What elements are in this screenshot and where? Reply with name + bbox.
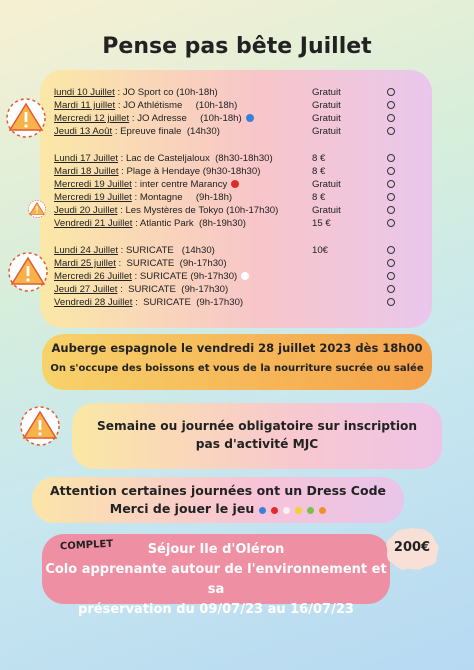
schedule-row	[54, 153, 414, 166]
checkbox-circle	[387, 167, 395, 175]
schedule-row	[54, 258, 414, 271]
dress-code-dot	[295, 507, 302, 514]
dress-code-dot	[271, 507, 278, 514]
row-activity: Epreuve finale (14h30)	[120, 126, 220, 137]
schedule-row	[54, 166, 414, 179]
row-date: Mardi 18 Juillet	[54, 166, 119, 177]
row-date: Lundi 24 Juillet	[54, 245, 119, 256]
page-title: Pense pas bête Juillet	[102, 34, 372, 59]
row-activity: JO Adresse (10h-18h)	[137, 113, 242, 124]
dress-code-line1: Attention certaines journées ont un Dress Code	[50, 483, 386, 498]
row-price: Gratuit	[312, 126, 341, 137]
row-activity: JO Athlétisme (10h-18h)	[123, 100, 238, 111]
checkbox-circle	[387, 272, 395, 280]
row-separator: :	[118, 166, 127, 177]
row-date: Jeudi 20 Juillet	[54, 205, 118, 216]
row-price: 10€	[312, 245, 329, 256]
auberge-title: Auberge espagnole le vendredi 28 juillet 2023 dès 18h00	[51, 341, 423, 355]
row-price: Gratuit	[312, 100, 341, 111]
row-separator: :	[129, 113, 138, 124]
schedule-row	[54, 87, 414, 100]
row-activity: Atlantic Park (8h-19h30)	[139, 218, 246, 229]
warning-icon	[4, 250, 52, 294]
checkbox-circle	[387, 298, 395, 306]
schedule-row	[54, 113, 414, 126]
row-activity: Les Mystères de Tokyo (10h-17h30)	[125, 205, 279, 216]
row-activity: inter centre Marancy	[139, 179, 228, 190]
row-activity: Montagne (9h-18h)	[139, 192, 233, 203]
row-price: Gratuit	[312, 179, 341, 190]
row-activity: Plage à Hendaye (9h30-18h30)	[126, 166, 261, 177]
row-price: Gratuit	[312, 205, 341, 216]
row-separator: :	[118, 245, 127, 256]
checkbox-circle	[387, 101, 395, 109]
row-activity: SURICATE (9h-17h30)	[139, 271, 238, 282]
schedule-row	[54, 100, 414, 113]
row-activity: JO Sport co (10h-18h)	[122, 87, 218, 98]
inscription-line2: pas d'activité MJC	[195, 437, 319, 451]
warning-icon	[2, 96, 50, 140]
row-date: Mardi 25 juillet	[54, 258, 116, 269]
schedule-row	[54, 126, 414, 139]
row-date: Lundi 17 Juillet	[54, 153, 119, 164]
schedule-row	[54, 192, 414, 205]
row-date: Vendredi 28 Juillet	[54, 297, 133, 308]
row-date: Mercredi 12 juillet	[54, 113, 130, 124]
schedule-row	[54, 179, 414, 192]
warning-icon	[16, 404, 64, 448]
row-price: 8 €	[312, 153, 326, 164]
checkbox-circle	[387, 180, 395, 188]
checkbox-circle	[387, 219, 395, 227]
dress-code-line2	[32, 500, 404, 518]
checkbox-circle	[387, 193, 395, 201]
dress-code-dot	[241, 272, 249, 280]
row-price: 15 €	[312, 218, 331, 229]
checkbox-circle	[387, 259, 395, 267]
schedule-row	[54, 245, 414, 258]
warning-icon	[26, 199, 48, 219]
row-activity: SURICATE (9h-17h30)	[123, 258, 227, 269]
row-price: Gratuit	[312, 113, 341, 124]
auberge-subtitle: On s'occupe des boissons et vous de la nourriture sucrée ou salée	[50, 363, 424, 374]
dress-code-dot	[259, 507, 266, 514]
row-separator: :	[115, 100, 124, 111]
sejour-line3: préservation du 09/07/23 au 16/07/23	[78, 602, 354, 617]
row-separator: :	[132, 218, 140, 229]
checkbox-circle	[387, 127, 395, 135]
row-separator: :	[131, 179, 140, 190]
row-activity: SURICATE (9h-17h30)	[125, 284, 229, 295]
row-date: Mercredi 19 Juillet	[54, 192, 132, 203]
row-separator: :	[114, 87, 123, 98]
dress-code-dot	[283, 507, 290, 514]
row-separator: :	[117, 284, 126, 295]
row-separator: :	[131, 271, 140, 282]
sejour-line2: Colo apprenante autour de l'environnement et sa	[45, 562, 387, 597]
dress-code-dot	[231, 180, 239, 188]
row-date: Vendredi 21 Juillet	[54, 218, 133, 229]
row-date: Jeudi 27 Juillet	[54, 284, 118, 295]
row-separator: :	[131, 192, 140, 203]
price-badge-text: 200€	[393, 540, 431, 555]
row-date: Mercredi 19 Juillet	[54, 179, 132, 190]
row-price: Gratuit	[312, 87, 341, 98]
dress-code-banner	[32, 477, 404, 523]
sejour-title: Séjour Ile d'Oléron	[147, 542, 285, 557]
schedule-row	[54, 271, 414, 284]
dress-code-text: Merci de jouer le jeu	[109, 501, 255, 516]
inscription-line1: Semaine ou journée obligatoire sur inscription	[96, 419, 418, 433]
row-price: 8 €	[312, 192, 326, 203]
dress-code-dot	[319, 507, 326, 514]
row-date: lundi 10 Juillet	[54, 87, 115, 98]
row-separator: :	[118, 153, 127, 164]
schedule-row	[54, 205, 414, 218]
checkbox-circle	[387, 114, 395, 122]
row-separator: :	[132, 297, 141, 308]
auberge-banner	[42, 334, 432, 390]
row-activity: SURICATE (9h-17h30)	[140, 297, 244, 308]
row-separator: :	[117, 205, 126, 216]
schedule-row	[54, 297, 414, 310]
row-activity: SURICATE (14h30)	[126, 245, 215, 256]
checkbox-circle	[387, 285, 395, 293]
checkbox-circle	[387, 154, 395, 162]
checkbox-circle	[387, 246, 395, 254]
inscription-banner	[72, 403, 442, 469]
dress-code-dot	[246, 114, 254, 122]
schedule-row	[54, 284, 414, 297]
row-date: Jeudi 13 Août	[54, 126, 113, 137]
schedule-row	[54, 218, 414, 231]
dress-code-colors	[254, 501, 326, 516]
checkbox-circle	[387, 206, 395, 214]
row-separator: :	[115, 258, 124, 269]
row-date: Mardi 11 juillet	[54, 100, 116, 111]
checkbox-circle	[387, 88, 395, 96]
dress-code-dot	[307, 507, 314, 514]
row-date: Mercredi 26 Juillet	[54, 271, 132, 282]
price-badge	[384, 527, 440, 571]
row-separator: :	[112, 126, 121, 137]
complet-stamp: COMPLET	[59, 538, 114, 553]
row-activity: Lac de Casteljaloux (8h30-18h30)	[126, 153, 273, 164]
row-price: 8 €	[312, 166, 326, 177]
